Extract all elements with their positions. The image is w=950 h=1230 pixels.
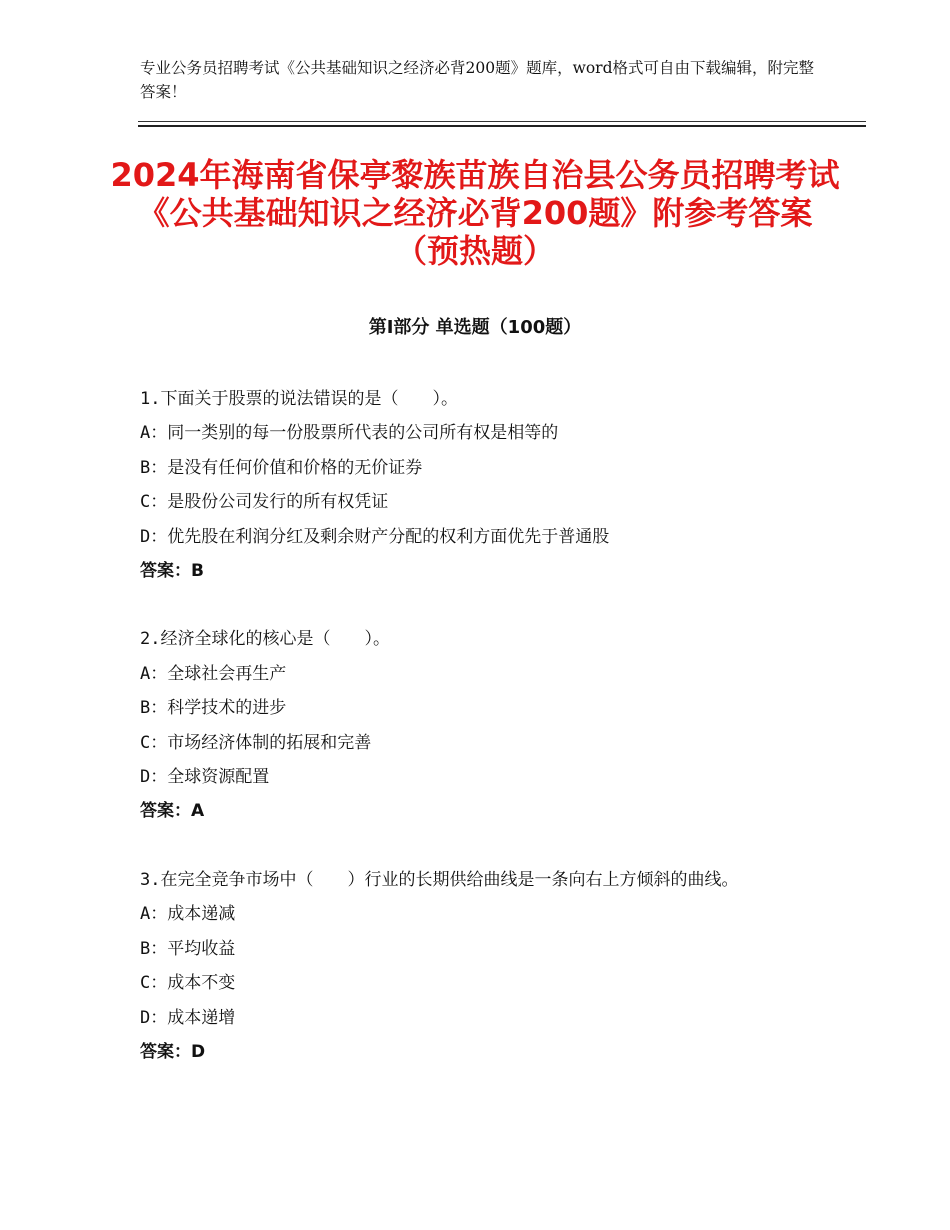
option-d: D：成本递增 xyxy=(140,1007,236,1028)
header-divider-thin xyxy=(138,121,866,122)
option-c: C：成本不变 xyxy=(140,973,236,994)
question-stem: 3.在完全竞争市场中（ ）行业的长期供给曲线是一条向右上方倾斜的曲线。 xyxy=(140,869,739,890)
option-d: D：全球资源配置 xyxy=(140,767,270,788)
option-b: B：平均收益 xyxy=(140,938,236,959)
option-c: C：是股份公司发行的所有权凭证 xyxy=(140,492,389,513)
option-a: A：成本递减 xyxy=(140,904,236,925)
answer-label: 答案：D xyxy=(140,1041,206,1062)
question-list xyxy=(140,382,810,1103)
option-c: C：市场经济体制的拓展和完善 xyxy=(140,732,372,753)
option-a: A：全球社会再生产 xyxy=(140,663,287,684)
option-a: A：同一类别的每一份股票所代表的公司所有权是相等的 xyxy=(140,423,559,444)
question-stem: 2.经济全球化的核心是（ ）。 xyxy=(140,629,390,650)
header-divider-thick xyxy=(138,125,866,127)
option-b: B：是没有任何价值和价格的无价证券 xyxy=(140,457,423,478)
option-b: B：科学技术的进步 xyxy=(140,698,287,719)
section-title: 第Ⅰ部分 单选题（100题） xyxy=(368,317,582,338)
answer-label: 答案：A xyxy=(140,801,205,822)
question-stem: 1.下面关于股票的说法错误的是（ ）。 xyxy=(140,389,458,409)
question-1 xyxy=(140,382,810,588)
question-2 xyxy=(140,622,810,828)
answer-label: 答案：B xyxy=(140,561,204,582)
option-d: D：优先股在利润分红及剩余财产分配的权利方面优先于普通股 xyxy=(140,526,610,547)
document-title: 2024年海南省保亭黎族苗族自治县公务员招聘考试《公共基础知识之经济必背200题》附参考答案（预热题） xyxy=(110,156,840,270)
question-3 xyxy=(140,863,810,1069)
header-note: 专业公务员招聘考试《公共基础知识之经济必背200题》题库，word格式可自由下载编辑，附完整答案！ xyxy=(140,59,815,101)
